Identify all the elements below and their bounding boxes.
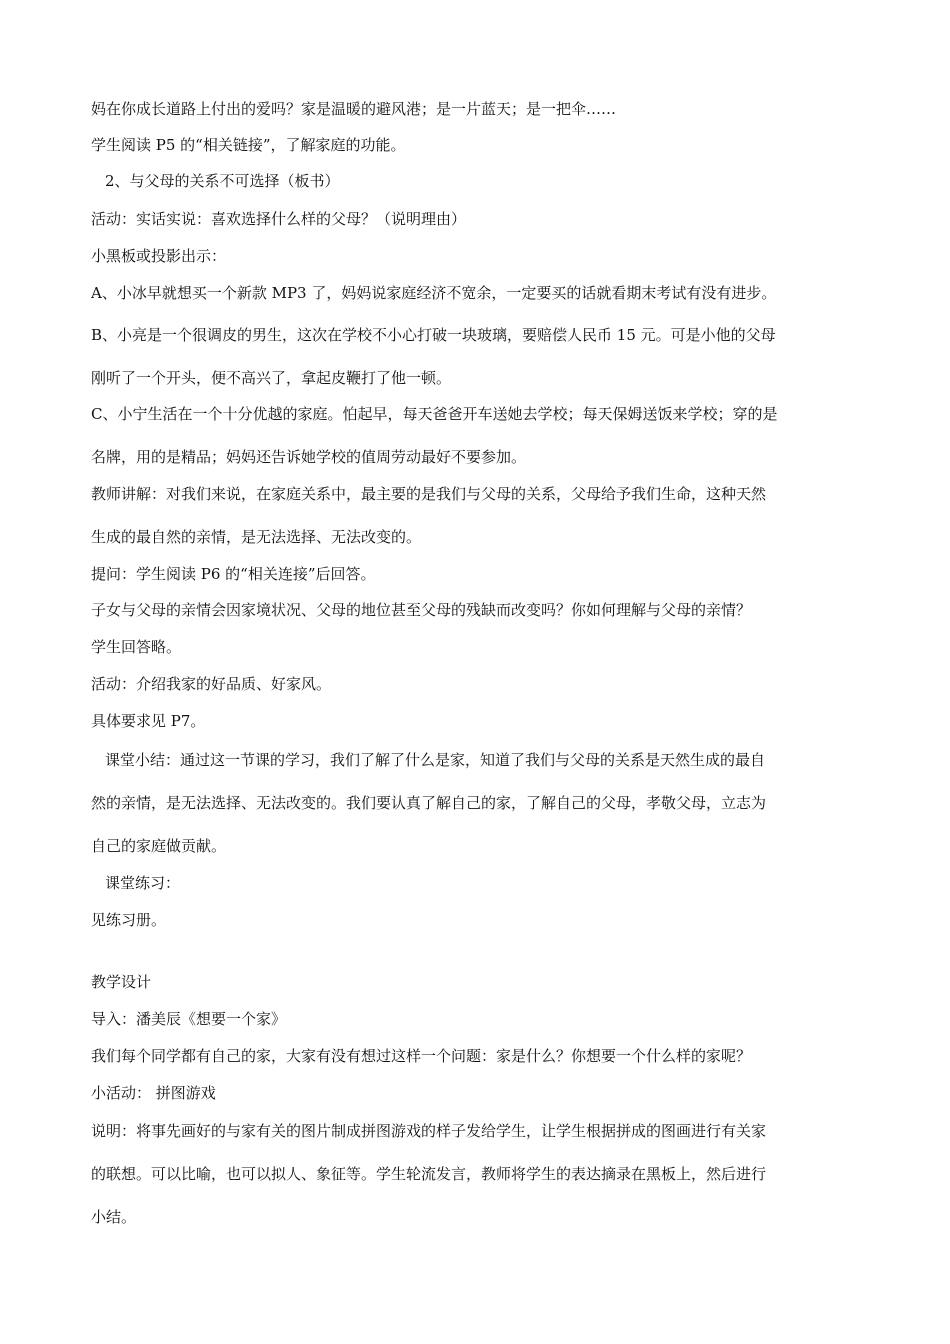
text-line: C、小宁生活在一个十分优越的家庭。怕起早，每天爸爸开车送她去学校；每天保姆送饭来学校；穿的是 — [91, 405, 778, 423]
text-line: 生成的最自然的亲情，是无法选择、无法改变的。 — [91, 528, 422, 546]
text-line: 自己的家庭做贡献。 — [91, 837, 227, 855]
text-line: 妈在你成长道路上付出的爱吗？家是温暖的避风港；是一片蓝天；是一把伞…… — [91, 100, 617, 118]
text-line: 的联想。可以比喻，也可以拟人、象征等。学生轮流发言，教师将学生的表达摘录在黑板上，然后进行 — [91, 1165, 767, 1183]
text-line: 小黑板或投影出示： — [91, 247, 227, 265]
text-line: 然的亲情，是无法选择、无法改变的。我们要认真了解自己的家，了解自己的父母，孝敬父母，立志为 — [91, 794, 767, 812]
section-heading: 课堂练习： — [105, 874, 181, 892]
text-line: 见练习册。 — [91, 911, 167, 929]
text-line: 子女与父母的亲情会因家境状况、父母的地位甚至父母的残缺而改变吗？你如何理解与父母的亲情？ — [91, 601, 752, 619]
section-heading: 教学设计 — [91, 973, 152, 991]
text-line: 学生阅读 P5 的“相关链接”，了解家庭的功能。 — [91, 136, 406, 154]
text-line: A、小冰早就想买一个新款 MP3 了，妈妈说家庭经济不宽余，一定要买的话就看期末考试有没有进步。 — [91, 284, 777, 302]
text-line: 具体要求见 P7。 — [91, 712, 206, 730]
text-line: 说明：将事先画好的与家有关的图片制成拼图游戏的样子发给学生，让学生根据拼成的图画进行有关家 — [91, 1122, 767, 1140]
text-line: B、小亮是一个很调皮的男生，这次在学校不小心打破一块玻璃，要赔偿人民币 15 元。可是小他的父母 — [91, 326, 776, 344]
text-line: 学生回答略。 — [91, 638, 182, 656]
text-line: 活动：实话实说：喜欢选择什么样的父母？（说明理由） — [91, 210, 467, 228]
text-line: 导入：潘美辰《想要一个家》 — [91, 1010, 287, 1028]
text-line: 活动：介绍我家的好品质、好家风。 — [91, 675, 332, 693]
section-heading: 2、与父母的关系不可选择（板书） — [105, 172, 340, 190]
text-line: 提问：学生阅读 P6 的“相关连接”后回答。 — [91, 565, 376, 583]
text-line: 课堂小结：通过这一节课的学习，我们了解了什么是家，知道了我们与父母的关系是天然生成的最自 — [105, 751, 766, 769]
text-line: 教师讲解：对我们来说，在家庭关系中，最主要的是我们与父母的关系，父母给予我们生命，这种天然 — [91, 485, 767, 503]
text-line: 小结。 — [91, 1208, 137, 1226]
text-line: 小活动： 拼图游戏 — [91, 1084, 216, 1102]
text-line: 名牌，用的是精品；妈妈还告诉她学校的值周劳动最好不要参加。 — [91, 448, 527, 466]
text-line: 刚听了一个开头，便不高兴了，拿起皮鞭打了他一顿。 — [91, 369, 452, 387]
text-line: 我们每个同学都有自己的家，大家有没有想过这样一个问题：家是什么？你想要一个什么样的家呢？ — [91, 1047, 752, 1065]
